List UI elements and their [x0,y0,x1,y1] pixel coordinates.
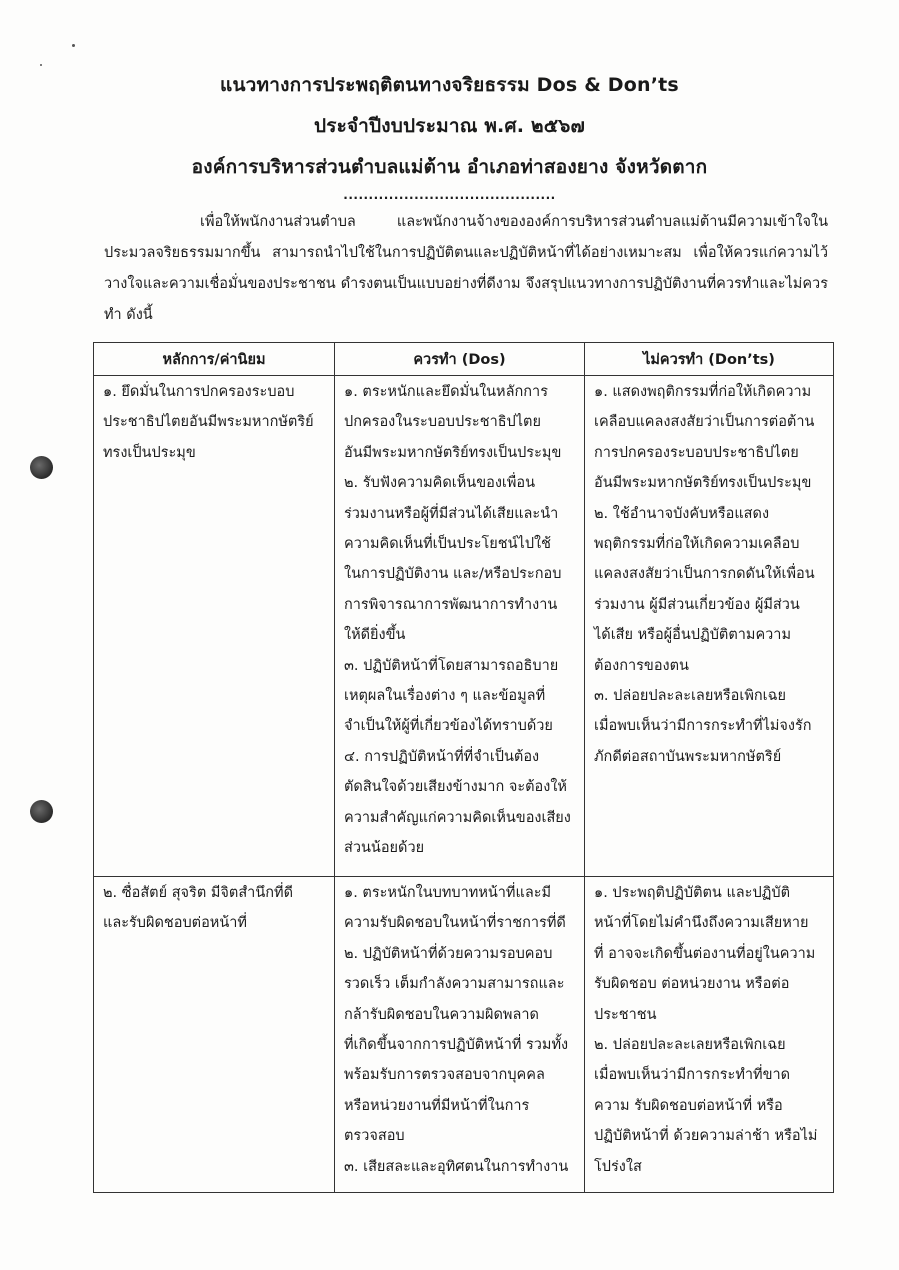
intro-paragraph [104,207,828,331]
header-principle: หลักการ/ค่านิยม [94,343,335,376]
dos-cell [335,877,585,1193]
donts-cell [585,877,834,1193]
doc-title-line3: องค์การบริหารส่วนตำบลแม่ต้าน อำเภอท่าสองยาง จังหวัดตาก [191,156,708,178]
dos-item: ๓. เสียสละและอุทิศตนในการทำงาน [344,1158,569,1175]
dos-item: ๑. ตระหนักและยึดมั่นในหลักการ ปกครองในระบอบประชาธิปไตย อันมีพระมหากษัตริย์ทรงเป็นประมุข [344,384,562,461]
punch-hole [30,456,53,479]
dos-item: ๒. รับฟังความคิดเห็นของเพื่อน ร่วมงานหรือผู้ที่มีส่วนได้เสียและนำ ความคิดเห็นที่เป็นประโยชน์ไปใช้ ในการปฏิบัติงาน และ/หรือประกอบ การพิจารณาการพัฒนาการทำงาน ให้ดียิ่งขึ้น [344,475,562,644]
doc-title-line2: ประจำปีงบประมาณ พ.ศ. ๒๕๖๗ [313,115,586,137]
donts-item: ๒. ปล่อยปละละเลยหรือเพิกเฉย เมื่อพบเห็นว่ามีการกระทำที่ขาด ความ รับผิดชอบต่อหน้าที่ หรือ ปฏิบัติหน้าที่ ด้วยความล่าช้า หรือไม่ โปร่งใส [594,1037,818,1175]
table-header-row [94,343,834,376]
punch-hole [30,800,53,823]
header-donts: ไม่ควรทำ (Don’ts) [585,343,834,376]
dos-donts-table [93,342,834,1193]
principle-text: ๒. ซื่อสัตย์ สุจริต มีจิตสำนึกที่ดี และรับผิดชอบต่อหน้าที่ [103,885,293,932]
donts-cell [585,376,834,877]
donts-item: ๑. แสดงพฤติกรรมที่ก่อให้เกิดความ เคลือบแคลงสงสัยว่าเป็นการต่อต้าน การปกครองระบอบประชาธิปไตย อันมีพระมหากษัตริย์ทรงเป็นประมุข [594,384,815,492]
title-separator: .......................................... [343,188,556,202]
header-dos: ควรทำ (Dos) [335,343,585,376]
dos-item: ๑. ตระหนักในบทบาทหน้าที่และมี ความรับผิดชอบในหน้าที่ราชการที่ดี [344,885,566,932]
dos-item: ๓. ปฏิบัติหน้าที่โดยสามารถอธิบาย เหตุผลในเรื่องต่าง ๆ และข้อมูลที่ จำเป็นให้ผู้ที่เกี่ยวข้องได้ทราบด้วย [344,657,559,735]
dos-item: ๔. การปฏิบัติหน้าที่ที่จำเป็นต้อง ตัดสินใจด้วยเสียงข้างมาก จะต้องให้ ความสำคัญแก่ความคิดเห็นของเสียง ส่วนน้อยด้วย [344,748,571,857]
dos-item: ๒. ปฏิบัติหน้าที่ด้วยความรอบคอบ รวดเร็ว เต็มกำลังความสามารถและ กล้ารับผิดชอบในความผิดพลาด ที่เกิดขึ้นจากการปฏิบัติหน้าที่ รวมทั้ง พร้อมรับการตรวจสอบจากบุคคล หรือหน่วยงานที่มีหน้าที่ในการ ตรวจสอบ [344,945,569,1145]
donts-item: ๑. ประพฤติปฏิบัติตน และปฏิบัติ หน้าที่โดยไม่คำนึงถึงความเสียหาย ที่ อาจจะเกิดขึ้นต่องานที่อยู่ในความ รับผิดชอบ ต่อหน่วยงาน หรือต่อ ประชาชน [594,885,816,1023]
principle-cell [94,877,335,1193]
donts-item: ๒. ใช้อำนาจบังคับหรือแสดง พฤติกรรมที่ก่อให้เกิดความเคลือบ แคลงสงสัยว่าเป็นการกดดันให้เพื่อน ร่วมงาน ผู้มีส่วนเกี่ยวข้อง ผู้มีส่วน ได้เสีย หรือผู้อื่นปฏิบัติตามความ ต้องการของตน [594,505,815,674]
principle-text: ๑. ยึดมั่นในการปกครองระบอบ ประชาธิปไตยอันมีพระมหากษัตริย์ ทรงเป็นประมุข [103,384,314,461]
intro-text: เพื่อให้พนักงานส่วนตำบล และพนักงานจ้างขององค์การบริหารส่วนตำบลแม่ต้านมีความเข้าใจในประมวลจริยธรรมมากขึ้น สามารถนำไปใช้ในการปฏิบัติตนและปฏิบัติหน้าที่ได้อย่างเหมาะสม เพื่อให้ควรแก่ความไว้วางใจและความเชื่อมั่นของประชาชน ดำรงตนเป็นแบบอย่างที่ดีงาม จึงสรุปแนวทางการปฏิบัติงานที่ควรทำและไม่ควรทำ ดังนี้ [104,214,828,323]
donts-item: ๓. ปล่อยปละละเลยหรือเพิกเฉย เมื่อพบเห็นว่ามีการกระทำที่ไม่จงรัก ภักดีต่อสถาบันพระมหากษัตริย์ [594,688,812,765]
table-row [94,376,834,877]
dos-cell [335,376,585,877]
doc-title-line1: แนวทางการประพฤติตนทางจริยธรรม Dos & Don’ts [220,74,679,96]
scan-speck [72,44,75,47]
table-row [94,877,834,1193]
scan-speck [40,64,42,66]
principle-cell [94,376,335,877]
